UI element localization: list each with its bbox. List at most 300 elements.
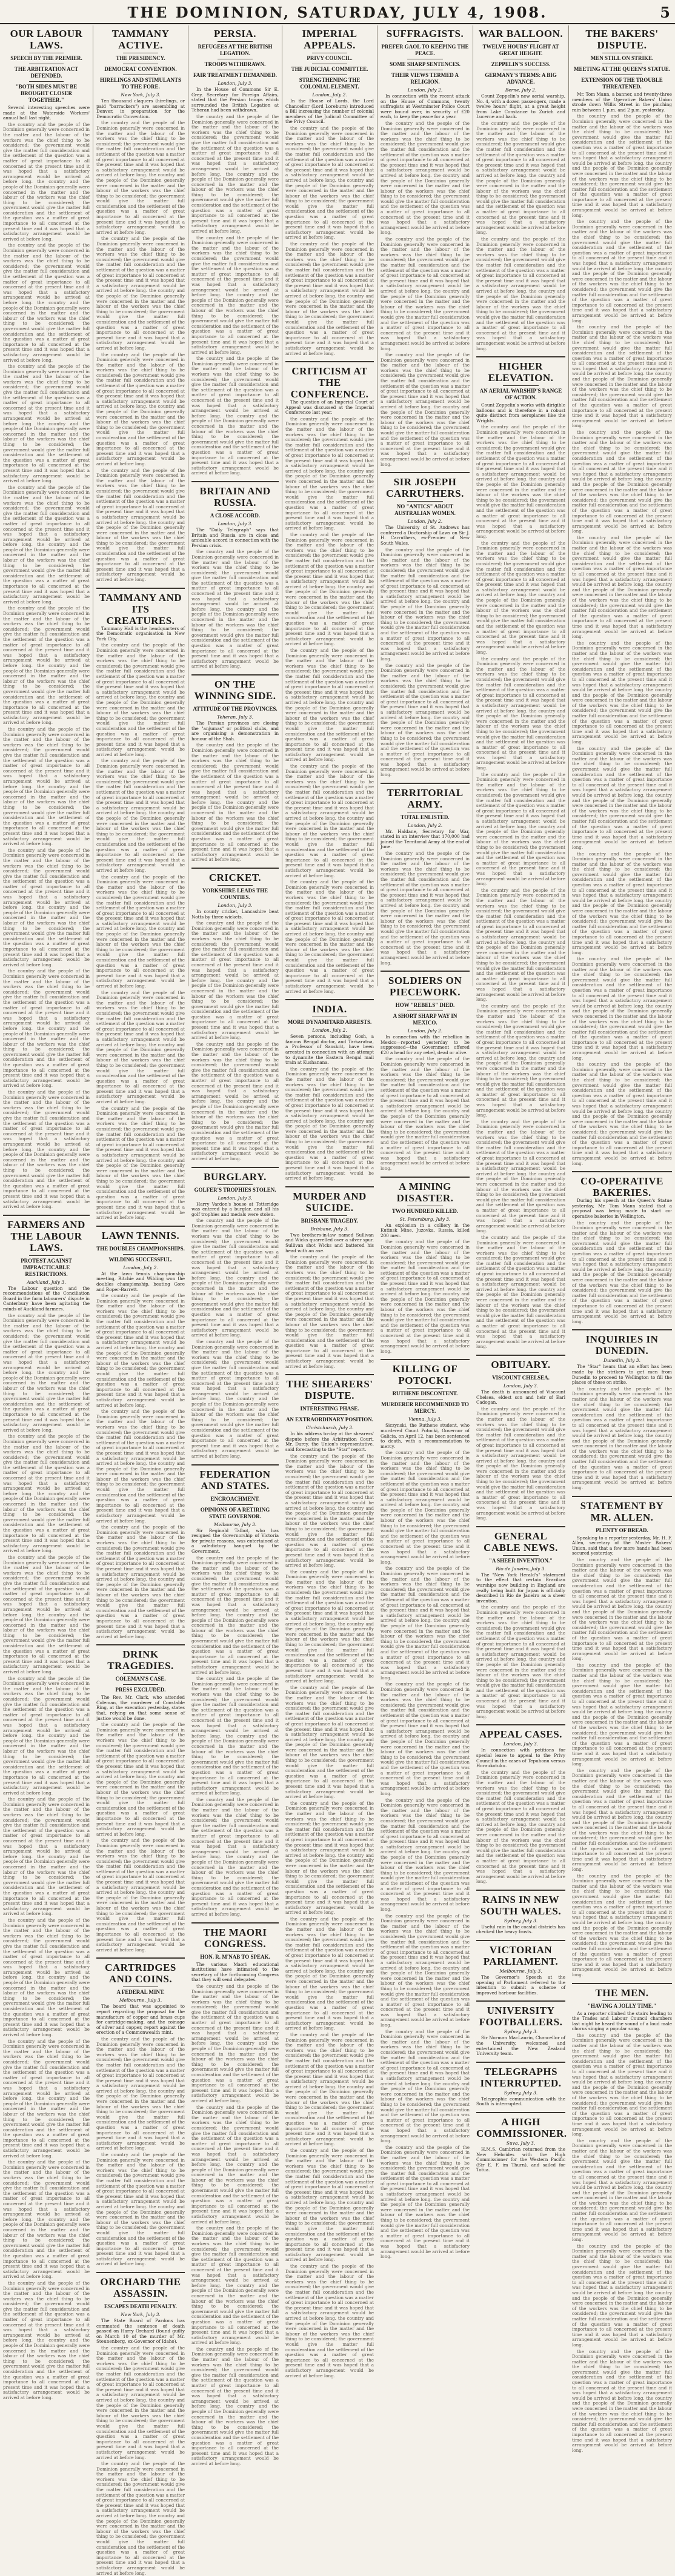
article-paragraph: the country and the people of the Dominion generally were concerned in the matter and the labour of the workers was the chief thing to be considered; the government would give the matter full consideration and the settlement of the question was a matter of great importance to all concerned at the present time and it was hoped that a satisfactory arrangement would be arrived at before long. the country and the people of the Dominion generally were concerned in the matter and the labour of the workers was the chief thing to be considered; the government would give the matter full consideration and the settlement of the question was a matter of great importance to all concerned at the present time and it was hoped that a satisfactory arrangement would be arrived at before long. [191, 1555, 279, 1675]
article-paragraph: the country and the people of the Dominion generally were concerned in the matter and the labour of the workers was the chief thing to be considered; the government would give the matter full consideration and the settlement of the question was a matter of great importance to all concerned at the present time and it was hoped that a satisfactory arrangement would be arrived at before long. the country and the people of the Dominion generally were concerned in the matter and the labour of the workers was the chief thing to be considered; the government would give the matter full consideration and the settlement of the question was a matter of great importance to all concerned at the present time and it was hoped that a satisfactory arrangement would be arrived at before long. [381, 1565, 470, 1681]
article-dateline: London, July 3. [218, 903, 253, 908]
article-subheading: RUTHENE DISCONTENT. [392, 1390, 458, 1397]
article-subheading: THE PRESIDENCY. [116, 55, 165, 61]
article-lead-paragraph: Two brothers-in-law named Sullivan and Wicks quarrelled over a silver spur. Sullivan shot Wicks and battered his head with an axe. [285, 1232, 374, 1253]
article-subheading: EXTENSION OF THE TROUBLE THREATENED. [581, 77, 663, 90]
article-subheading: STRENGTHENING THE COLONIAL ELEMENT. [299, 77, 361, 90]
article [476, 1890, 565, 1935]
headline-rule [407, 41, 443, 42]
article [285, 361, 374, 994]
article-dateline: New York, July 3. [121, 2312, 161, 2318]
article-divider [285, 361, 374, 362]
article-dateline: Vienna, July 3. [408, 1416, 442, 1422]
article-paragraph: the country and the people of the Dominion generally were concerned in the matter and the labour of the workers was the chief thing to be considered; the government would give the matter full consideration and the settlement of the question was a matter of great importance to all concerned at the present time and it was hoped that a satisfactory arrangement would be arrived at before long. the country and the people of the Dominion generally were concerned in the matter and the labour of the workers was the chief thing to be considered; the government would give the matter full consideration and the settlement of the question was a matter of great importance to all concerned at the present time and it was hoped that a satisfactory arrangement would be arrived at before long. [476, 656, 565, 771]
article-headline: INQUIRIES IN DUNEDIN. [585, 1333, 659, 1357]
article-headline: OBITUARY. [491, 1358, 551, 1370]
article-body [476, 1573, 565, 1720]
article-paragraph: the country and the people of the Dominion generally were concerned in the matter and the labour of the workers was the chief thing to be considered; the government would give the matter full consideration and the settlement of the question was a matter of great importance to all concerned at the present time and it was hoped that a satisfactory arrangement would be arrived at before long. the country and the people of the Dominion generally were concerned in the matter and the labour of the workers was the chief thing to be considered; the government would give the matter full consideration and the settlement of the question was a matter of great importance to all concerned at the present time and it was hoped that a satisfactory arrangement would be arrived at before long. [285, 2263, 374, 2378]
masthead [0, 0, 675, 24]
article-paragraph: the country and the people of the Dominion generally were concerned in the matter and the labour of the workers was the chief thing to be considered; the government would give the matter full consideration and the settlement of the question was a matter of great importance to all concerned at the present time and it was hoped that a satisfactory arrangement would be arrived at before long. the country and the people of the Dominion generally were concerned in the matter and the labour of the workers was the chief thing to be considered; the government would give the matter full consideration and the settlement of the question was a matter of great importance to all concerned at the present time and it was hoped that a satisfactory arrangement would be arrived at before long. [96, 642, 185, 757]
article-lead-paragraph: In connection with the recent attack on the House of Commons, twenty suffragists at Westminster Police Court were bound over, in security of £20 each, to keep the peace for a year. [381, 93, 470, 120]
headline-rule [123, 1243, 158, 1244]
article-subheading: AN AERIAL WARSHIP'S RANGE OF ACTION. [479, 388, 562, 401]
article [572, 1329, 672, 1490]
article-subheading: SPEECH BY THE PREMIER. [10, 55, 82, 61]
article-body [381, 1423, 470, 2259]
article-paragraph: the country and the people of the Dominion generally were concerned in the matter and the labour of the workers was the chief thing to be considered; the government would give the matter full consideration and the settlement of the question was a matter of great importance to all concerned at the present time and it was hoped that a satisfactory arrangement would be arrived at before long. the country and the people of the Dominion generally were concerned in the matter and the labour of the workers was the chief thing to be considered; the government would give the matter full consideration and the settlement of the question was a matter of great importance to all concerned at the present time and it was hoped that a satisfactory arrangement would be arrived at before long. [191, 1983, 279, 2103]
article-headline: A HIGH COMMISSIONER. [476, 2116, 567, 2139]
article-subheading: COLEMAN'S CASE. [115, 1676, 166, 1682]
article [191, 674, 279, 863]
article-body [96, 2004, 185, 2267]
article-paragraph: the country and the people of the Dominion generally were concerned in the matter and the labour of the workers was the chief thing to be considered; the government would give the matter full consideration and the settlement of the question was a matter of great importance to all concerned at the present time and it was hoped that a satisfactory arrangement would be arrived at before long. the country and the people of the Dominion generally were concerned in the matter and the labour of the workers was the chief thing to be considered; the government would give the matter full consideration and the settlement of the question was a matter of great importance to all concerned at the present time and it was hoped that a satisfactory arrangement would be arrived at before long. [3, 2159, 90, 2280]
article-lead-paragraph: The State Board of Pardons has commuted the sentence of death passed on Harry Orchard (found guilty on March 10 of the murder of Mr. Steunenberg, ex-Governor of Idaho). [96, 2318, 185, 2345]
article-body [572, 1364, 672, 1490]
article-headline: THE BAKERS' DISPUTE. [585, 28, 659, 51]
article [285, 1186, 374, 1369]
article [285, 28, 374, 356]
article-body [476, 2147, 565, 2173]
article-divider [191, 1464, 279, 1466]
article-paragraph: the country and the people of the Dominion generally were concerned in the matter and the labour of the workers was the chief thing to be considered; the government would give the matter full consideration and the settlement of the question was a matter of great importance to all concerned at the present time and it was hoped that a satisfactory arrangement would be arrived at before long. the country and the people of the Dominion generally were concerned in the matter and the labour of the workers was the chief thing to be considered; the government would give the matter full consideration and the settlement of the question was a matter of great importance to all concerned at the present time and it was hoped that a satisfactory arrangement would be arrived at before long. [3, 363, 90, 484]
article [191, 481, 279, 669]
article-lead-paragraph: During his speech at the Queen's Statue yesterday, Mr. Tom Mann stated that a proposal was being made to start co-operative bakeries in Wellington. [572, 1198, 672, 1219]
article-body [381, 1035, 470, 1171]
article-lead-paragraph: In county cricket, Lancashire beat Notts by three wickets. [191, 909, 279, 920]
article-paragraph: the country and the people of the Dominion generally were concerned in the matter and the labour of the workers was the chief thing to be considered; the government would give the matter full consideration and the settlement of the question was a matter of great importance to all concerned at the present time and it was hoped that a satisfactory arrangement would be arrived at before long. the country and the people of the Dominion generally were concerned in the matter and the labour of the workers was the chief thing to be considered; the government would give the matter full consideration and the settlement of the question was a matter of great importance to all concerned at the present time and it was hoped that a satisfactory arrangement would be arrived at before long. [191, 2225, 279, 2346]
article-subheading: HON. R. M'NAB TO SPEAK. [200, 1953, 270, 1960]
headline-rule [407, 501, 443, 502]
article-subheading: ZEPPELIN'S SUCCESS. [491, 61, 551, 67]
article-paragraph: the country and the people of the Dominion generally were concerned in the matter and the labour of the workers was the chief thing to be considered; the government would give the matter full consideration and the settlement of the question was a matter of great importance to all concerned at the present time and it was hoped that a satisfactory arrangement would be arrived at before long. the country and the people of the Dominion generally were concerned in the matter and the labour of the workers was the chief thing to be considered; the government would give the matter full consideration and the settlement of the question was a matter of great importance to all concerned at the present time and it was hoped that a satisfactory arrangement would be arrived at before long. [3, 968, 90, 1089]
article-body [572, 2011, 672, 2454]
article [572, 1496, 672, 1978]
article-paragraph: the country and the people of the Dominion generally were concerned in the matter and the labour of the workers was the chief thing to be considered; the government would give the matter full consideration and the settlement of the question was a matter of great importance to all concerned at the present time and it was hoped that a satisfactory arrangement would be arrived at before long. the country and the people of the Dominion generally were concerned in the matter and the labour of the workers was the chief thing to be considered; the government would give the matter full consideration and the settlement of the question was a matter of great importance to all concerned at the present time and it was hoped that a satisfactory arrangement would be arrived at before long. [572, 324, 672, 429]
article-divider [381, 1177, 470, 1178]
article-body [285, 1233, 374, 1369]
article-headline: TAMMANY ACTIVE. [111, 28, 170, 51]
column-6 [473, 25, 568, 2173]
article-paragraph: the country and the people of the Dominion generally were concerned in the matter and the labour of the workers was the chief thing to be considered; the government would give the matter full consideration and the settlement of the question was a matter of great importance to all concerned at the present time and it was hoped that a satisfactory arrangement would be arrived at before long. the country and the people of the Dominion generally were concerned in the matter and the labour of the workers was the chief thing to be considered; the government would give the matter full consideration and the settlement of the question was a matter of great importance to all concerned at the present time and it was hoped that a satisfactory arrangement would be arrived at before long. [285, 1800, 374, 1916]
article-paragraph: the country and the people of the Dominion generally were concerned in the matter and the labour of the workers was the chief thing to be considered; the government would give the matter full consideration and the settlement of the question was a matter of great importance to all concerned at the present time and it was hoped that a satisfactory arrangement would be arrived at before long. the country and the people of the Dominion generally were concerned in the matter and the labour of the workers was the chief thing to be considered; the government would give the matter full consideration and the settlement of the question was a matter of great importance to all concerned at the present time and it was hoped that a satisfactory arrangement would be arrived at before long. [3, 1554, 90, 1675]
headline-rule [123, 1673, 158, 1674]
article-subheading: A CLOSE ACCORD. [210, 512, 261, 519]
article-divider [476, 1526, 565, 1527]
article-lead-paragraph: The University of St. Andrews has conferred a Doctorship of Laws on Sir J. H. Carruthers, ex-Premier of New South Wales. [381, 525, 470, 546]
article-paragraph: the country and the people of the Dominion generally were concerned in the matter and the labour of the workers was the chief thing to be considered; the government would give the matter full consideration and the settlement of the question was a matter of great importance to all concerned at the present time and it was hoped that a satisfactory arrangement would be arrived at before long. the country and the people of the Dominion generally were concerned in the matter and the labour of the workers was the chief thing to be considered; the government would give the matter full consideration and the settlement of the question was a matter of great importance to all concerned at the present time and it was hoped that a satisfactory arrangement would be arrived at before long. [572, 113, 672, 218]
article-lead-paragraph: The death is announced of Viscount Chelsea, eldest son and heir of Earl Cadogan. [476, 1389, 565, 1406]
article-paragraph: the country and the people of the Dominion generally were concerned in the matter and the labour of the workers was the chief thing to be considered; the government would give the matter full consideration and the settlement of the question was a matter of great importance to all concerned at the present time and it was hoped that a satisfactory arrangement would be arrived at before long. the country and the people of the Dominion generally were concerned in the matter and the labour of the workers was the chief thing to be considered; the government would give the matter full consideration and the settlement of the question was a matter of great importance to all concerned at the present time and it was hoped that a satisfactory arrangement would be arrived at before long. [96, 2036, 185, 2151]
article-paragraph: the country and the people of the Dominion generally were concerned in the matter and the labour of the workers was the chief thing to be considered; the government would give the matter full consideration and the settlement of the question was a matter of great importance to all concerned at the present time and it was hoped that a satisfactory arrangement would be arrived at before long. the country and the people of the Dominion generally were concerned in the matter and the labour of the workers was the chief thing to be considered; the government would give the matter full consideration and the settlement of the question was a matter of great importance to all concerned at the present time and it was hoped that a satisfactory arrangement would be arrived at before long. [476, 1406, 565, 1521]
article-body [285, 400, 374, 994]
article [285, 1374, 374, 2378]
article-lead-paragraph: Tammany Hall is the headquarters of the Democratic organisation in New York City. [96, 625, 185, 642]
article-divider [572, 1329, 672, 1330]
article-dateline: Teheran, July 3. [217, 714, 253, 720]
article-body [191, 1962, 279, 2467]
headline-rule [218, 510, 253, 511]
article-paragraph: the country and the people of the Dominion generally were concerned in the matter and the labour of the workers was the chief thing to be considered; the government would give the matter full consideration and the settlement of the question was a matter of great importance to all concerned at the present time and it was hoped that a satisfactory arrangement would be arrived at before long. the country and the people of the Dominion generally were concerned in the matter and the labour of the workers was the chief thing to be considered; the government would give the matter full consideration and the settlement of the question was a matter of great importance to all concerned at the present time and it was hoped that a satisfactory arrangement would be arrived at before long. [285, 241, 374, 356]
article [96, 28, 185, 583]
article-paragraph: the country and the people of the Dominion generally were concerned in the matter and the labour of the workers was the chief thing to be considered; the government would give the matter full consideration and the settlement of the question was a matter of great importance to all concerned at the present time and it was hoped that a satisfactory arrangement would be arrived at before long. the country and the people of the Dominion generally were concerned in the matter and the labour of the workers was the chief thing to be considered; the government would give the matter full consideration and the settlement of the question was a matter of great importance to all concerned at the present time and it was hoped that a satisfactory arrangement would be arrived at before long. [96, 758, 185, 873]
article-lead-paragraph: The various Maori educational institutions have intimated to the secretary of the forthcoming Congress that they will send delegates. [191, 1961, 279, 1983]
headline-rule [602, 2000, 642, 2001]
article-paragraph: the country and the people of the Dominion generally were concerned in the matter and the labour of the workers was the chief thing to be considered; the government would give the matter full consideration and the settlement of the question was a matter of great importance to all concerned at the present time and it was hoped that a satisfactory arrangement would be arrived at before long. the country and the people of the Dominion generally were concerned in the matter and the labour of the workers was the chief thing to be considered; the government would give the matter full consideration and the settlement of the question was a matter of great importance to all concerned at the present time and it was hoped that a satisfactory arrangement would be arrived at before long. [3, 1675, 90, 1796]
article-lead-paragraph: The Labour question and the recommendations of the Conciliation Board in the farm labourers' dispute in Canterbury have been agitating the minds of Auckland farmers. [3, 1285, 90, 1312]
article-paragraph: the country and the people of the Dominion generally were concerned in the matter and the labour of the workers was the chief thing to be considered; the government would give the matter full consideration and the settlement of the question was a matter of great importance to all concerned at the present time and it was hoped that a satisfactory arrangement would be arrived at before long. the country and the people of the Dominion generally were concerned in the matter and the labour of the workers was the chief thing to be considered; the government would give the matter full consideration and the settlement of the question was a matter of great importance to all concerned at the present time and it was hoped that a satisfactory arrangement would be arrived at before long. [572, 1386, 672, 1491]
article-dateline: London, July 2. [312, 1027, 347, 1034]
article-paragraph: the country and the people of the Dominion generally were concerned in the matter and the labour of the workers was the chief thing to be considered; the government would give the matter full consideration and the settlement of the question was a matter of great importance to all concerned at the present time and it was hoped that a satisfactory arrangement would be arrived at before long. the country and the people of the Dominion generally were concerned in the matter and the labour of the workers was the chief thing to be considered; the government would give the matter full consideration and the settlement of the question was a matter of great importance to all concerned at the present time and it was hoped that a satisfactory arrangement would be arrived at before long. [572, 1061, 672, 1166]
article-subheading: GERMANY'S TERMS: A BIG ADVANCE. [485, 72, 557, 85]
article-lead-paragraph: In the House of Commons Sir E. Grey, Secretary for Foreign Affairs, stated that the Persian troops which surrounded the British Legation at Teheran had been withdrawn. [191, 87, 279, 113]
article-paragraph: the country and the people of the Dominion generally were concerned in the matter and the labour of the workers was the chief thing to be considered; the government would give the matter full consideration and the settlement of the question was a matter of great importance to all concerned at the present time and it was hoped that a satisfactory arrangement would be arrived at before long. the country and the people of the Dominion generally were concerned in the matter and the labour of the workers was the chief thing to be considered; the government would give the matter full consideration and the settlement of the question was a matter of great importance to all concerned at the present time and it was hoped that a satisfactory arrangement would be arrived at before long. [476, 1003, 565, 1118]
article-headline: CRICKET. [208, 872, 262, 883]
article-divider [191, 1922, 279, 1924]
article [191, 868, 279, 1162]
article-paragraph: the country and the people of the Dominion generally were concerned in the matter and the labour of the workers was the chief thing to be considered; the government would give the matter full consideration and the settlement of the question was a matter of great importance to all concerned at the present time and it was hoped that a satisfactory arrangement would be arrived at before long. the country and the people of the Dominion generally were concerned in the matter and the labour of the workers was the chief thing to be considered; the government would give the matter full consideration and the settlement of the question was a matter of great importance to all concerned at the present time and it was hoped that a satisfactory arrangement would be arrived at before long. [96, 351, 185, 466]
headline-rule [218, 1951, 253, 1952]
article-headline: MURDER AND SUICIDE. [293, 1190, 367, 1213]
article-headline: WAR BALLOON. [478, 28, 564, 39]
article-paragraph: the country and the people of the Dominion generally were concerned in the matter and the labour of the workers was the chief thing to be considered; the government would give the matter full consideration and the settlement of the question was a matter of great importance to all concerned at the present time and it was hoped that a satisfactory arrangement would be arrived at before long. the country and the people of the Dominion generally were concerned in the matter and the labour of the workers was the chief thing to be considered; the government would give the matter full consideration and the settlement of the question was a matter of great importance to all concerned at the present time and it was hoped that a satisfactory arrangement would be arrived at before long. [381, 546, 470, 662]
article-dateline: London, July 2. [407, 519, 443, 525]
article-headline: GENERAL CABLE NEWS. [484, 1530, 558, 1553]
headline-rule [123, 1254, 158, 1255]
article [476, 1724, 565, 1884]
article-divider [191, 674, 279, 676]
article-divider [381, 971, 470, 972]
article-body [476, 1748, 565, 1884]
article-paragraph: the country and the people of the Dominion generally were concerned in the matter and the labour of the workers was the chief thing to be considered; the government would give the matter full consideration and the settlement of the question was a matter of great importance to all concerned at the present time and it was hoped that a satisfactory arrangement would be arrived at before long. the country and the people of the Dominion generally were concerned in the matter and the labour of the workers was the chief thing to be considered; the government would give the matter full consideration and the settlement of the question was a matter of great importance to all concerned at the present time and it was hoped that a satisfactory arrangement would be arrived at before long. [381, 1056, 470, 1171]
article-paragraph: the country and the people of the Dominion generally were concerned in the matter and the labour of the workers was the chief thing to be considered; the government would give the matter full consideration and the settlement of the question was a matter of great importance to all concerned at the present time and it was hoped that a satisfactory arrangement would be arrived at before long. the country and the people of the Dominion generally were concerned in the matter and the labour of the workers was the chief thing to be considered; the government would give the matter full consideration and the settlement of the question was a matter of great importance to all concerned at the present time and it was hoped that a satisfactory arrangement would be arrived at before long. [381, 236, 470, 351]
article-paragraph: the country and the people of the Dominion generally were concerned in the matter and the labour of the workers was the chief thing to be considered; the government would give the matter full consideration and the settlement of the question was a matter of great importance to all concerned at the present time and it was hoped that a satisfactory arrangement would be arrived at before long. the country and the people of the Dominion generally were concerned in the matter and the labour of the workers was the chief thing to be considered; the government would give the matter full consideration and the settlement of the question was a matter of great importance to all concerned at the present time and it was hoped that a satisfactory arrangement would be arrived at before long. [96, 2461, 185, 2576]
article-divider [96, 1644, 185, 1645]
article-paragraph: the country and the people of the Dominion generally were concerned in the matter and the labour of the workers was the chief thing to be considered; the government would give the matter full consideration and the settlement of the question was a matter of great importance to all concerned at the present time and it was hoped that a satisfactory arrangement would be arrived at before long. the country and the people of the Dominion generally were concerned in the matter and the labour of the workers was the chief thing to be considered; the government would give the matter full consideration and the settlement of the question was a matter of great importance to all concerned at the present time and it was hoped that a satisfactory arrangement would be arrived at before long. [285, 1254, 374, 1369]
headline-rule [123, 1684, 158, 1685]
article-headline: LAWN TENNIS. [101, 1229, 180, 1241]
article-paragraph: the country and the people of the Dominion generally were concerned in the matter and the labour of the workers was the chief thing to be considered; the government would give the matter full consideration and the settlement of the question was a matter of great importance to all concerned at the present time and it was hoped that a satisfactory arrangement would be arrived at before long. the country and the people of the Dominion generally were concerned in the matter and the labour of the workers was the chief thing to be considered; the government would give the matter full consideration and the settlement of the question was a matter of great importance to all concerned at the present time and it was hoped that a satisfactory arrangement would be arrived at before long. [381, 2028, 470, 2144]
article [381, 28, 470, 467]
article-body [476, 2036, 565, 2056]
article-paragraph: the country and the people of the Dominion generally were concerned in the matter and the labour of the workers was the chief thing to be considered; the government would give the matter full consideration and the settlement of the question was a matter of great importance to all concerned at the present time and it was hoped that a satisfactory arrangement would be arrived at before long. the country and the people of the Dominion generally were concerned in the matter and the labour of the workers was the chief thing to be considered; the government would give the matter full consideration and the settlement of the question was a matter of great importance to all concerned at the present time and it was hoped that a satisfactory arrangement would be arrived at before long. [96, 1409, 185, 1524]
article-divider [191, 481, 279, 482]
article-paragraph: the country and the people of the Dominion generally were concerned in the matter and the labour of the workers was the chief thing to be considered; the government would give the matter full consideration and the settlement of the question was a matter of great importance to all concerned at the present time and it was hoped that a satisfactory arrangement would be arrived at before long. the country and the people of the Dominion generally were concerned in the matter and the labour of the workers was the chief thing to be considered; the government would give the matter full consideration and the settlement of the question was a matter of great importance to all concerned at the present time and it was hoped that a satisfactory arrangement would be arrived at before long. [476, 120, 565, 236]
article-dateline: London, July 3. [218, 1195, 253, 1201]
column-5 [377, 25, 473, 2260]
article-paragraph: the country and the people of the Dominion generally were concerned in the matter and the labour of the workers was the chief thing to be considered; the government would give the matter full consideration and the settlement of the question was a matter of great importance to all concerned at the present time and it was hoped that a satisfactory arrangement would be arrived at before long. the country and the people of the Dominion generally were concerned in the matter and the labour of the workers was the chief thing to be considered; the government would give the matter full consideration and the settlement of the question was a matter of great importance to all concerned at the present time and it was hoped that a satisfactory arrangement would be arrived at before long. [96, 2152, 185, 2267]
article [285, 999, 374, 1181]
article-dateline: London, July 3. [503, 1741, 539, 1747]
article-body [381, 525, 470, 778]
article-paragraph: the country and the people of the Dominion generally were concerned in the matter and the labour of the workers was the chief thing to be considered; the government would give the matter full consideration and the settlement of the question was a matter of great importance to all concerned at the present time and it was hoped that a satisfactory arrangement would be arrived at before long. the country and the people of the Dominion generally were concerned in the matter and the labour of the workers was the chief thing to be considered; the government would give the matter full consideration and the settlement of the question was a matter of great importance to all concerned at the present time and it was hoped that a satisfactory arrangement would be arrived at before long. [191, 742, 279, 863]
article-headline: VICTORIAN PARLIAMENT. [483, 1944, 559, 1968]
article-paragraph: the country and the people of the Dominion generally were concerned in the matter and the labour of the workers was the chief thing to be considered; the government would give the matter full consideration and the settlement of the question was a matter of great importance to all concerned at the present time and it was hoped that a satisfactory arrangement would be arrived at before long. the country and the people of the Dominion generally were concerned in the matter and the labour of the workers was the chief thing to be considered; the government would give the matter full consideration and the settlement of the question was a matter of great importance to all concerned at the present time and it was hoped that a satisfactory arrangement would be arrived at before long. [285, 416, 374, 531]
headline-rule [218, 703, 253, 704]
article-body [476, 1925, 565, 1935]
article-lead-paragraph: Count Zeppelin's new aerial warship, No. 4, with a dozen passengers, made a twelve hours' flight, at a great height from Lake Constance to Zurich and Lucerne and back. [476, 93, 565, 120]
newspaper-title: THE DOMINION, SATURDAY, JULY 4, 1908. [127, 4, 548, 21]
article-subheading: ESCAPES DEATH PENALTY. [104, 2303, 177, 2310]
article-divider [381, 1359, 470, 1360]
article-paragraph: the country and the people of the Dominion generally were concerned in the matter and the labour of the workers was the chief thing to be considered; the government would give the matter full consideration and the settlement of the question was a matter of great importance to all concerned at the present time and it was hoped that a satisfactory arrangement would be arrived at before long. the country and the people of the Dominion generally were concerned in the matter and the labour of the workers was the chief thing to be considered; the government would give the matter full consideration and the settlement of the question was a matter of great importance to all concerned at the present time and it was hoped that a satisfactory arrangement would be arrived at before long. [572, 1220, 672, 1324]
article-paragraph: the country and the people of the Dominion generally were concerned in the matter and the labour of the workers was the chief thing to be considered; the government would give the matter full consideration and the settlement of the question was a matter of great importance to all concerned at the present time and it was hoped that a satisfactory arrangement would be arrived at before long. the country and the people of the Dominion generally were concerned in the matter and the labour of the workers was the chief thing to be considered; the government would give the matter full consideration and the settlement of the question was a matter of great importance to all concerned at the present time and it was hoped that a satisfactory arrangement would be arrived at before long. [191, 1338, 279, 1459]
article-paragraph: the country and the people of the Dominion generally were concerned in the matter and the labour of the workers was the chief thing to be considered; the government would give the matter full consideration and the settlement of the question was a matter of great importance to all concerned at the present time and it was hoped that a satisfactory arrangement would be arrived at before long. the country and the people of the Dominion generally were concerned in the matter and the labour of the workers was the chief thing to be considered; the government would give the matter full consideration and the settlement of the question was a matter of great importance to all concerned at the present time and it was hoped that a satisfactory arrangement would be arrived at before long. [285, 1684, 374, 1800]
article-paragraph: the country and the people of the Dominion generally were concerned in the matter and the labour of the workers was the chief thing to be considered; the government would give the matter full consideration and the settlement of the question was a matter of great importance to all concerned at the present time and it was hoped that a satisfactory arrangement would be arrived at before long. the country and the people of the Dominion generally were concerned in the matter and the labour of the workers was the chief thing to be considered; the government would give the matter full consideration and the settlement of the question was a matter of great importance to all concerned at the present time and it was hoped that a satisfactory arrangement would be arrived at before long. [476, 1769, 565, 1885]
article-lead-paragraph: In connection with the rebellion in Mexico—reported yesterday to be suppressed—the Government offered £20 a head for any rebel, dead or alive. [381, 1034, 470, 1055]
article-body [572, 92, 672, 1166]
news-columns [0, 25, 675, 2576]
article-lead-paragraph: At the lawn tennis championship meeting, Ritchie and Wilding won the doubles championship, beating Gore and Roper-Barrett. [96, 1270, 185, 1292]
article-subheading: NO "ANTICS" ABOUT AUSTRALIAN WOMEN. [394, 503, 456, 517]
article-lead-paragraph: In the House of Lords, the Lord Chancellor (Lord Loreburn) introduced a Bill increasing the number of colonial members of the Judicial Committee of the Privy Council. [285, 98, 374, 125]
article-paragraph: the country and the people of the Dominion generally were concerned in the matter and the labour of the workers was the chief thing to be considered; the government would give the matter full consideration and the settlement of the question was a matter of great importance to all concerned at the present time and it was hoped that a satisfactory arrangement would be arrived at before long. the country and the people of the Dominion generally were concerned in the matter and the labour of the workers was the chief thing to be considered; the government would give the matter full consideration and the settlement of the question was a matter of great importance to all concerned at the present time and it was hoped that a satisfactory arrangement would be arrived at before long. [572, 2243, 672, 2348]
article-subheading: PROTEST AGAINST IMPRACTICABLE RESTRICTIONS. [21, 1257, 72, 1277]
article-subheading: AN EXTRAORDINARY POSITION. [285, 1416, 374, 1423]
article-subheading: TWELVE HOURS' FLIGHT AT GREAT HEIGHT. [482, 44, 559, 56]
article-divider [476, 1724, 565, 1725]
article-body [96, 1695, 185, 1953]
article-body [96, 2319, 185, 2576]
article-paragraph: the country and the people of the Dominion generally were concerned in the matter and the labour of the workers was the chief thing to be considered; the government would give the matter full consideration and the settlement of the question was a matter of great importance to all concerned at the present time and it was hoped that a satisfactory arrangement would be arrived at before long. the country and the people of the Dominion generally were concerned in the matter and the labour of the workers was the chief thing to be considered; the government would give the matter full consideration and the settlement of the question was a matter of great importance to all concerned at the present time and it was hoped that a satisfactory arrangement would be arrived at before long. [3, 605, 90, 726]
article-subheading: MORE DYNAMITARD ARRESTS. [287, 1019, 372, 1026]
article-subheading: BRISBANE TRAGEDY. [301, 1217, 359, 1224]
article-body [381, 829, 470, 966]
article-lead-paragraph: As a reporter climbed the stairs leading to the Trades and Labour Council chambers last night he heard the sound of a loud male chorus singing a popular song. [572, 2010, 672, 2032]
article-lead-paragraph: Useful rain in the coastal districts has checked the heavy frosts. [476, 1924, 565, 1935]
article [476, 2000, 565, 2056]
article-lead-paragraph: Telegraphic communication with the South is interrupted. [476, 2096, 565, 2107]
article [572, 28, 672, 1166]
article-paragraph: the country and the people of the Dominion generally were concerned in the matter and the labour of the workers was the chief thing to be considered; the government would give the matter full consideration and the settlement of the question was a matter of great importance to all concerned at the present time and it was hoped that a satisfactory arrangement would be arrived at before long. the country and the people of the Dominion generally were concerned in the matter and the labour of the workers was the chief thing to be considered; the government would give the matter full consideration and the settlement of the question was a matter of great importance to all concerned at the present time and it was hoped that a satisfactory arrangement would be arrived at before long. [381, 120, 470, 236]
article-paragraph: the country and the people of the Dominion generally were concerned in the matter and the labour of the workers was the chief thing to be considered; the government would give the matter full consideration and the settlement of the question was a matter of great importance to all concerned at the present time and it was hoped that a satisfactory arrangement would be arrived at before long. the country and the people of the Dominion generally were concerned in the matter and the labour of the workers was the chief thing to be considered; the government would give the matter full consideration and the settlement of the question was a matter of great importance to all concerned at the present time and it was hoped that a satisfactory arrangement would be arrived at before long. [96, 1837, 185, 1953]
headline-rule [123, 2301, 158, 2302]
article-headline: CRITICISM AT THE CONFERENCE. [290, 365, 369, 400]
article [476, 1355, 565, 1521]
article-paragraph: the country and the people of the Dominion generally were concerned in the matter and the labour of the workers was the chief thing to be considered; the government would give the matter full consideration and the settlement of the question was a matter of great importance to all concerned at the present time and it was hoped that a satisfactory arrangement would be arrived at before long. the country and the people of the Dominion generally were concerned in the matter and the labour of the workers was the chief thing to be considered; the government would give the matter full consideration and the settlement of the question was a matter of great importance to all concerned at the present time and it was hoped that a satisfactory arrangement would be arrived at before long. [3, 1312, 90, 1433]
column-3 [188, 25, 282, 2466]
article-paragraph: the country and the people of the Dominion generally were concerned in the matter and the labour of the workers was the chief thing to be considered; the government would give the matter full consideration and the settlement of the question was a matter of great importance to all concerned at the present time and it was hoped that a satisfactory arrangement would be arrived at before long. the country and the people of the Dominion generally were concerned in the matter and the labour of the workers was the chief thing to be considered; the government would give the matter full consideration and the settlement of the question was a matter of great importance to all concerned at the present time and it was hoped that a satisfactory arrangement would be arrived at before long. [381, 1681, 470, 1796]
article [96, 588, 185, 1221]
article-headline: FARMERS AND THE LABOUR LAWS. [7, 1218, 85, 1253]
article-paragraph: the country and the people of the Dominion generally were concerned in the matter and the labour of the workers was the chief thing to be considered; the government would give the matter full consideration and the settlement of the question was a matter of great importance to all concerned at the present time and it was hoped that a satisfactory arrangement would be arrived at before long. the country and the people of the Dominion generally were concerned in the matter and the labour of the workers was the chief thing to be considered; the government would give the matter full consideration and the settlement of the question was a matter of great importance to all concerned at the present time and it was hoped that a satisfactory arrangement would be arrived at before long. [476, 1604, 565, 1719]
article-divider [96, 588, 185, 589]
article-lead-paragraph: H.M.S. Cambrian returned from the New Hebrides with the High Commissioner for the Western Pacific (Sir E. F. im Thurn), and sailed for Tofua. [476, 2146, 565, 2173]
article-body [191, 528, 279, 669]
article-paragraph: the country and the people of the Dominion generally were concerned in the matter and the labour of the workers was the chief thing to be considered; the government would give the matter full consideration and the settlement of the question was a matter of great importance to all concerned at the present time and it was hoped that a satisfactory arrangement would be arrived at before long. the country and the people of the Dominion generally were concerned in the matter and the labour of the workers was the chief thing to be considered; the government would give the matter full consideration and the settlement of the question was a matter of great importance to all concerned at the present time and it was hoped that a satisfactory arrangement would be arrived at before long. [285, 1066, 374, 1181]
article [476, 1526, 565, 1720]
article-subheading: MEETING AT THE QUEEN'S STATUE. [574, 66, 670, 72]
article-headline: THE MAORI CONGRESS. [203, 1926, 267, 1950]
article-body [381, 1223, 470, 1355]
article-headline: A MINING DISASTER. [396, 1180, 454, 1204]
page-number: 5 [660, 4, 670, 21]
article-subheading: A SHORT SHARP WAY IN MEXICO. [393, 1013, 457, 1026]
article-dateline: Suva, July 3. [506, 2140, 536, 2146]
article-lead-paragraph: In connection with petitions for special leave to appeal to the Privy Council in the cases of Tepuhonu versus Horaukotuku. [476, 1747, 565, 1769]
article-dateline: London, July 3. [218, 81, 253, 86]
article-paragraph: the country and the people of the Dominion generally were concerned in the matter and the labour of the workers was the chief thing to be considered; the government would give the matter full consideration and the settlement of the question was a matter of great importance to all concerned at the present time and it was hoped that a satisfactory arrangement would be arrived at before long. the country and the people of the Dominion generally were concerned in the matter and the labour of the workers was the chief thing to be considered; the government would give the matter full consideration and the settlement of the question was a matter of great importance to all concerned at the present time and it was hoped that a satisfactory arrangement would be arrived at before long. [3, 2038, 90, 2159]
article-subheading: WILDING SUCCESSFUL. [108, 1256, 173, 1263]
article-subheading: HIRELINGS AND STIMULANTS TO THE FORE. [99, 77, 182, 90]
article-dateline: Rio de Janeiro, July 3. [496, 1565, 546, 1572]
article-lead-paragraph: The "New York Herald's" statement to the effect that certain Brazilian warships now building in England are really being built for Japan is officially described in Rio de Janeiro as a sheer invention. [476, 1572, 565, 1604]
article-lead-paragraph: Speaking to a reporter yesterday, Mr. H. F. Allen, secretary of the Master Bakers' Union, said that a few more hands had been secured yesterday. [572, 1535, 672, 1556]
article-body [96, 1272, 185, 1640]
article-headline: PERSIA. [213, 28, 257, 39]
article [381, 472, 470, 778]
article-paragraph: the country and the people of the Dominion generally were concerned in the matter and the labour of the workers was the chief thing to be considered; the government would give the matter full consideration and the settlement of the question was a matter of great importance to all concerned at the present time and it was hoped that a satisfactory arrangement would be arrived at before long. the country and the people of the Dominion generally were concerned in the matter and the labour of the workers was the chief thing to be considered; the government would give the matter full consideration and the settlement of the question was a matter of great importance to all concerned at the present time and it was hoped that a satisfactory arrangement would be arrived at before long. [191, 1218, 279, 1338]
article-dateline: London, July 2. [407, 1028, 443, 1034]
article-paragraph: the country and the people of the Dominion generally were concerned in the matter and the labour of the workers was the chief thing to be considered; the government would give the matter full consideration and the settlement of the question was a matter of great importance to all concerned at the present time and it was hoped that a satisfactory arrangement would be arrived at before long. the country and the people of the Dominion generally were concerned in the matter and the labour of the workers was the chief thing to be considered; the government would give the matter full consideration and the settlement of the question was a matter of great importance to all concerned at the present time and it was hoped that a satisfactory arrangement would be arrived at before long. [96, 1105, 185, 1221]
headline-rule [218, 1493, 253, 1494]
article [191, 1167, 279, 1459]
headline-rule [218, 1504, 253, 1505]
article-headline: CARTRIDGES AND COINS. [105, 1962, 176, 1985]
article-headline: BURGLARY. [204, 1170, 267, 1183]
article-paragraph: the country and the people of the Dominion generally were concerned in the matter and the labour of the workers was the chief thing to be considered; the government would give the matter full consideration and the settlement of the question was a matter of great importance to all concerned at the present time and it was hoped that a satisfactory arrangement would be arrived at before long. the country and the people of the Dominion generally were concerned in the matter and the labour of the workers was the chief thing to be considered; the government would give the matter full consideration and the settlement of the question was a matter of great importance to all concerned at the present time and it was hoped that a satisfactory arrangement would be arrived at before long. [572, 2348, 672, 2453]
article-headline: CO-OPERATIVE BAKERIES. [580, 1175, 663, 1199]
article-lead-paragraph: In his address to-day at the shearers' dispute before the Arbitration Court, Mr. Darcy, the Union's representative, said forecasting to the "Star" report. [285, 1431, 374, 1453]
article-headline: INDIA. [312, 1003, 347, 1015]
article [572, 1171, 672, 1324]
article-headline: THE SHEARERS' DISPUTE. [286, 1378, 373, 1402]
article-paragraph: the country and the people of the Dominion generally were concerned in the matter and the labour of the workers was the chief thing to be considered; the government would give the matter full consideration and the settlement of the question was a matter of great importance to all concerned at the present time and it was hoped that a satisfactory arrangement would be arrived at before long. the country and the people of the Dominion generally were concerned in the matter and the labour of the workers was the chief thing to be considered; the government would give the matter full consideration and the settlement of the question was a matter of great importance to all concerned at the present time and it was hoped that a satisfactory arrangement would be arrived at before long. [285, 2031, 374, 2147]
article-body [572, 1536, 672, 1978]
article-subheading: HOW "REBELS" DIED. [395, 1002, 455, 1009]
article-dateline: Christchurch, July 3. [305, 1425, 354, 1431]
article-body [285, 99, 374, 356]
article-paragraph: the country and the people of the Dominion generally were concerned in the matter and the labour of the workers was the chief thing to be considered; the government would give the matter full consideration and the settlement of the question was a matter of great importance to all concerned at the present time and it was hoped that a satisfactory arrangement would be arrived at before long. the country and the people of the Dominion generally were concerned in the matter and the labour of the workers was the chief thing to be considered; the government would give the matter full consideration and the settlement of the question was a matter of great importance to all concerned at the present time and it was hoped that a satisfactory arrangement would be arrived at before long. [96, 467, 185, 583]
article-body [476, 1390, 565, 1521]
article-headline: BRITAIN AND RUSSIA. [199, 485, 271, 508]
article-subheading: THE ARBITRATION ACT DEFENDED. [14, 66, 79, 79]
article [476, 2062, 565, 2107]
article-subheading: YORKSHIRE LEADS THE COUNTIES. [202, 888, 268, 900]
article [191, 1464, 279, 1917]
headline-rule [312, 1403, 347, 1404]
article-lead-paragraph: Count Zeppelin's works with dirigible balloons and is therefore in a robust quite distinct from aeroplanes like the Wrights. [476, 402, 565, 423]
article-divider [572, 1171, 672, 1172]
article-divider [285, 1374, 374, 1375]
article-dateline: Brisbane, July 3. [310, 1226, 349, 1232]
article-subheading: PLENTY OF BREAD. [596, 1527, 648, 1533]
article-body [3, 105, 90, 1210]
article [191, 28, 279, 476]
headline-rule [503, 1372, 539, 1373]
article-paragraph: the country and the people of the Dominion generally were concerned in the matter and the labour of the workers was the chief thing to be considered; the government would give the matter full consideration and the settlement of the question was a matter of great importance to all concerned at the present time and it was hoped that a satisfactory arrangement would be arrived at before long. the country and the people of the Dominion generally were concerned in the matter and the labour of the workers was the chief thing to be considered; the government would give the matter full consideration and the settlement of the question was a matter of great importance to all concerned at the present time and it was hoped that a satisfactory arrangement would be arrived at before long. [572, 1662, 672, 1767]
article-paragraph: the country and the people of the Dominion generally were concerned in the matter and the labour of the workers was the chief thing to be considered; the government would give the matter full consideration and the settlement of the question was a matter of great importance to all concerned at the present time and it was hoped that a satisfactory arrangement would be arrived at before long. the country and the people of the Dominion generally were concerned in the matter and the labour of the workers was the chief thing to be considered; the government would give the matter full consideration and the settlement of the question was a matter of great importance to all concerned at the present time and it was hoped that a satisfactory arrangement would be arrived at before long. [3, 1089, 90, 1210]
article-paragraph: the country and the people of the Dominion generally were concerned in the matter and the labour of the workers was the chief thing to be considered; the government would give the matter full consideration and the settlement of the question was a matter of great importance to all concerned at the present time and it was hoped that a satisfactory arrangement would be arrived at before long. the country and the people of the Dominion generally were concerned in the matter and the labour of the workers was the chief thing to be considered; the government would give the matter full consideration and the settlement of the question was a matter of great importance to all concerned at the present time and it was hoped that a satisfactory arrangement would be arrived at before long. [572, 219, 672, 324]
article-divider [476, 356, 565, 357]
article-paragraph: the country and the people of the Dominion generally were concerned in the matter and the labour of the workers was the chief thing to be considered; the government would give the matter full consideration and the settlement of the question was a matter of great importance to all concerned at the present time and it was hoped that a satisfactory arrangement would be arrived at before long. the country and the people of the Dominion generally were concerned in the matter and the labour of the workers was the chief thing to be considered; the government would give the matter full consideration and the settlement of the question was a matter of great importance to all concerned at the present time and it was hoped that a satisfactory arrangement would be arrived at before long. [476, 424, 565, 539]
article-paragraph: the country and the people of the Dominion generally were concerned in the matter and the labour of the workers was the chief thing to be considered; the government would give the matter full consideration and the settlement of the question was a matter of great importance to all concerned at the present time and it was hoped that a satisfactory arrangement would be arrived at before long. the country and the people of the Dominion generally were concerned in the matter and the labour of the workers was the chief thing to be considered; the government would give the matter full consideration and the settlement of the question was a matter of great importance to all concerned at the present time and it was hoped that a satisfactory arrangement would be arrived at before long. [285, 1569, 374, 1684]
article-paragraph: the country and the people of the Dominion generally were concerned in the matter and the labour of the workers was the chief thing to be considered; the government would give the matter full consideration and the settlement of the question was a matter of great importance to all concerned at the present time and it was hoped that a satisfactory arrangement would be arrived at before long. the country and the people of the Dominion generally were concerned in the matter and the labour of the workers was the chief thing to be considered; the government would give the matter full consideration and the settlement of the question was a matter of great importance to all concerned at the present time and it was hoped that a satisfactory arrangement would be arrived at before long. [572, 1873, 672, 1977]
article-dateline: Sydney, July 3. [504, 2090, 538, 2096]
article [3, 28, 90, 1210]
article [3, 1215, 90, 2401]
article-paragraph: the country and the people of the Dominion generally were concerned in the matter and the labour of the workers was the chief thing to be considered; the government would give the matter full consideration and the settlement of the question was a matter of great importance to all concerned at the present time and it was hoped that a satisfactory arrangement would be arrived at before long. the country and the people of the Dominion generally were concerned in the matter and the labour of the workers was the chief thing to be considered; the government would give the matter full consideration and the settlement of the question was a matter of great importance to all concerned at the present time and it was hoped that a satisfactory arrangement would be arrived at before long. [96, 236, 185, 351]
article [381, 971, 470, 1171]
article-divider [96, 2272, 185, 2273]
article [96, 2272, 185, 2576]
article-paragraph: the country and the people of the Dominion generally were concerned in the matter and the labour of the workers was the chief thing to be considered; the government would give the matter full consideration and the settlement of the question was a matter of great importance to all concerned at the present time and it was hoped that a satisfactory arrangement would be arrived at before long. the country and the people of the Dominion generally were concerned in the matter and the labour of the workers was the chief thing to be considered; the government would give the matter full consideration and the settlement of the question was a matter of great importance to all concerned at the present time and it was hoped that a satisfactory arrangement would be arrived at before long. [191, 549, 279, 669]
article-lead-paragraph: Several interesting speeches were made at the Waterside Workers' annual ball last night. [3, 105, 90, 121]
article-divider [191, 868, 279, 869]
article-body [96, 626, 185, 1221]
article-paragraph: the country and the people of the Dominion generally were concerned in the matter and the labour of the workers was the chief thing to be considered; the government would give the matter full consideration and the settlement of the question was a matter of great importance to all concerned at the present time and it was hoped that a satisfactory arrangement would be arrived at before long. the country and the people of the Dominion generally were concerned in the matter and the labour of the workers was the chief thing to be considered; the government would give the matter full consideration and the settlement of the question was a matter of great importance to all concerned at the present time and it was hoped that a satisfactory arrangement would be arrived at before long. [3, 2280, 90, 2400]
article-dateline: London, July 3. [218, 520, 253, 526]
article-body [285, 1034, 374, 1181]
article-paragraph: the country and the people of the Dominion generally were concerned in the matter and the labour of the workers was the chief thing to be considered; the government would give the matter full consideration and the settlement of the question was a matter of great importance to all concerned at the present time and it was hoped that a satisfactory arrangement would be arrived at before long. the country and the people of the Dominion generally were concerned in the matter and the labour of the workers was the chief thing to be considered; the government would give the matter full consideration and the settlement of the question was a matter of great importance to all concerned at the present time and it was hoped that a satisfactory arrangement would be arrived at before long. [572, 1767, 672, 1873]
article-paragraph: the country and the people of the Dominion generally were concerned in the matter and the labour of the workers was the chief thing to be considered; the government would give the matter full consideration and the settlement of the question was a matter of great importance to all concerned at the present time and it was hoped that a satisfactory arrangement would be arrived at before long. the country and the people of the Dominion generally were concerned in the matter and the labour of the workers was the chief thing to be considered; the government would give the matter full consideration and the settlement of the question was a matter of great importance to all concerned at the present time and it was hoped that a satisfactory arrangement would be arrived at before long. [285, 1916, 374, 2031]
article-paragraph: the country and the people of the Dominion generally were concerned in the matter and the labour of the workers was the chief thing to be considered; the government would give the matter full consideration and the settlement of the question was a matter of great importance to all concerned at the present time and it was hoped that a satisfactory arrangement would be arrived at before long. the country and the people of the Dominion generally were concerned in the matter and the labour of the workers was the chief thing to be considered; the government would give the matter full consideration and the settlement of the question was a matter of great importance to all concerned at the present time and it was hoped that a satisfactory arrangement would be arrived at before long. [476, 540, 565, 655]
article-paragraph: the country and the people of the Dominion generally were concerned in the matter and the labour of the workers was the chief thing to be considered; the government would give the matter full consideration and the settlement of the question was a matter of great importance to all concerned at the present time and it was hoped that a satisfactory arrangement would be arrived at before long. the country and the people of the Dominion generally were concerned in the matter and the labour of the workers was the chief thing to be considered; the government would give the matter full consideration and the settlement of the question was a matter of great importance to all concerned at the present time and it was hoped that a satisfactory arrangement would be arrived at before long. [96, 1524, 185, 1639]
article-paragraph: the country and the people of the Dominion generally were concerned in the matter and the labour of the workers was the chief thing to be considered; the government would give the matter full consideration and the settlement of the question was a matter of great importance to all concerned at the present time and it was hoped that a satisfactory arrangement would be arrived at before long. the country and the people of the Dominion generally were concerned in the matter and the labour of the workers was the chief thing to be considered; the government would give the matter full consideration and the settlement of the question was a matter of great importance to all concerned at the present time and it was hoped that a satisfactory arrangement would be arrived at before long. [3, 1796, 90, 1917]
article-paragraph: the country and the people of the Dominion generally were concerned in the matter and the labour of the workers was the chief thing to be considered; the government would give the matter full consideration and the settlement of the question was a matter of great importance to all concerned at the present time and it was hoped that a satisfactory arrangement would be arrived at before long. the country and the people of the Dominion generally were concerned in the matter and the labour of the workers was the chief thing to be considered; the government would give the matter full consideration and the settlement of the question was a matter of great importance to all concerned at the present time and it was hoped that a satisfactory arrangement would be arrived at before long. [285, 879, 374, 994]
article-dateline: Melbourne, July 3. [213, 1521, 257, 1527]
article-headline: IMPERIAL APPEALS. [302, 28, 357, 51]
article-divider [381, 783, 470, 784]
article-paragraph: the country and the people of the Dominion generally were concerned in the matter and the labour of the workers was the chief thing to be considered; the government would give the matter full consideration and the settlement of the question was a matter of great importance to all concerned at the present time and it was hoped that a satisfactory arrangement would be arrived at before long. the country and the people of the Dominion generally were concerned in the matter and the labour of the workers was the chief thing to be considered; the government would give the matter full consideration and the settlement of the question was a matter of great importance to all concerned at the present time and it was hoped that a satisfactory arrangement would be arrived at before long. [3, 121, 90, 242]
article-lead-paragraph: The Rev. Mr. Clark, who attended Coleman, the murderer of Constable Ring, at the execution yesterday, states that, relying on that some sense of justice would be done. [96, 1695, 185, 1721]
article-subheading: MEN STILL ON STRIKE. [590, 55, 654, 61]
article-divider [476, 2062, 565, 2063]
article-subheading: PRIVY COUNCIL. [307, 55, 353, 61]
article-paragraph: the country and the people of the Dominion generally were concerned in the matter and the labour of the workers was the chief thing to be considered; the government would give the matter full consideration and the settlement of the question was a matter of great importance to all concerned at the present time and it was hoped that a satisfactory arrangement would be arrived at before long. the country and the people of the Dominion generally were concerned in the matter and the labour of the workers was the chief thing to be considered; the government would give the matter full consideration and the settlement of the question was a matter of great importance to all concerned at the present time and it was hoped that a satisfactory arrangement would be arrived at before long. [285, 763, 374, 878]
headline-rule [312, 1215, 347, 1216]
article-divider [572, 1983, 672, 1984]
article-paragraph: the country and the people of the Dominion generally were concerned in the matter and the labour of the workers was the chief thing to be considered; the government would give the matter full consideration and the settlement of the question was a matter of great importance to all concerned at the present time and it was hoped that a satisfactory arrangement would be arrived at before long. the country and the people of the Dominion generally were concerned in the matter and the labour of the workers was the chief thing to be considered; the government would give the matter full consideration and the settlement of the question was a matter of great importance to all concerned at the present time and it was hoped that a satisfactory arrangement would be arrived at before long. [476, 887, 565, 1003]
article-paragraph: the country and the people of the Dominion generally were concerned in the matter and the labour of the workers was the chief thing to be considered; the government would give the matter full consideration and the settlement of the question was a matter of great importance to all concerned at the present time and it was hoped that a satisfactory arrangement would be arrived at before long. the country and the people of the Dominion generally were concerned in the matter and the labour of the workers was the chief thing to be considered; the government would give the matter full consideration and the settlement of the question was a matter of great importance to all concerned at the present time and it was hoped that a satisfactory arrangement would be arrived at before long. [96, 120, 185, 235]
article-body [191, 1202, 279, 1459]
article [96, 1957, 185, 2267]
article-paragraph: the country and the people of the Dominion generally were concerned in the matter and the labour of the workers was the chief thing to be considered; the government would give the matter full consideration and the settlement of the question was a matter of great importance to all concerned at the present time and it was hoped that a satisfactory arrangement would be arrived at before long. the country and the people of the Dominion generally were concerned in the matter and the labour of the workers was the chief thing to be considered; the government would give the matter full consideration and the settlement of the question was a matter of great importance to all concerned at the present time and it was hoped that a satisfactory arrangement would be arrived at before long. [572, 851, 672, 955]
article-lead-paragraph: Ten thousand claquers (hirelings, or paid "barrackers") are assembling at Denver, in preparation for the Democratic Convention. [96, 98, 185, 119]
article-paragraph: the country and the people of the Dominion generally were concerned in the matter and the labour of the workers was the chief thing to be considered; the government would give the matter full consideration and the settlement of the question was a matter of great importance to all concerned at the present time and it was hoped that a satisfactory arrangement would be arrived at before long. the country and the people of the Dominion generally were concerned in the matter and the labour of the workers was the chief thing to be considered; the government would give the matter full consideration and the settlement of the question was a matter of great importance to all concerned at the present time and it was hoped that a satisfactory arrangement would be arrived at before long. [191, 1796, 279, 1917]
article-paragraph: the country and the people of the Dominion generally were concerned in the matter and the labour of the workers was the chief thing to be considered; the government would give the matter full consideration and the settlement of the question was a matter of great importance to all concerned at the present time and it was hoped that a satisfactory arrangement would be arrived at before long. the country and the people of the Dominion generally were concerned in the matter and the labour of the workers was the chief thing to be considered; the government would give the matter full consideration and the settlement of the question was a matter of great importance to all concerned at the present time and it was hoped that a satisfactory arrangement would be arrived at before long. [476, 771, 565, 887]
article-paragraph: the country and the people of the Dominion generally were concerned in the matter and the labour of the workers was the chief thing to be considered; the government would give the matter full consideration and the settlement of the question was a matter of great importance to all concerned at the present time and it was hoped that a satisfactory arrangement would be arrived at before long. the country and the people of the Dominion generally were concerned in the matter and the labour of the workers was the chief thing to be considered; the government would give the matter full consideration and the settlement of the question was a matter of great importance to all concerned at the present time and it was hoped that a satisfactory arrangement would be arrived at before long. [96, 1722, 185, 1837]
article [476, 356, 565, 1350]
article-paragraph: the country and the people of the Dominion generally were concerned in the matter and the labour of the workers was the chief thing to be considered; the government would give the matter full consideration and the settlement of the question was a matter of great importance to all concerned at the present time and it was hoped that a satisfactory arrangement would be arrived at before long. the country and the people of the Dominion generally were concerned in the matter and the labour of the workers was the chief thing to be considered; the government would give the matter full consideration and the settlement of the question was a matter of great importance to all concerned at the present time and it was hoped that a satisfactory arrangement would be arrived at before long. [96, 874, 185, 989]
article-paragraph: the country and the people of the Dominion generally were concerned in the matter and the labour of the workers was the chief thing to be considered; the government would give the matter full consideration and the settlement of the question was a matter of great importance to all concerned at the present time and it was hoped that a satisfactory arrangement would be arrived at before long. the country and the people of the Dominion generally were concerned in the matter and the labour of the workers was the chief thing to be considered; the government would give the matter full consideration and the settlement of the question was a matter of great importance to all concerned at the present time and it was hoped that a satisfactory arrangement would be arrived at before long. [572, 534, 672, 640]
article-subheading: "BOTH SIDES MUST BE BROUGHT CLOSER TOGETHER." [15, 84, 78, 103]
article-subheading: ATTITUDE OF THE PROVINCES. [193, 705, 278, 712]
article-dateline: London, July 2. [407, 87, 443, 93]
article-paragraph: the country and the people of the Dominion generally were concerned in the matter and the labour of the workers was the chief thing to be considered; the government would give the matter full consideration and the settlement of the question was a matter of great importance to all concerned at the present time and it was hoped that a satisfactory arrangement would be arrived at before long. the country and the people of the Dominion generally were concerned in the matter and the labour of the workers was the chief thing to be considered; the government would give the matter full consideration and the settlement of the question was a matter of great importance to all concerned at the present time and it was hoped that a satisfactory arrangement would be arrived at before long. [381, 851, 470, 966]
article-headline: OUR LABOUR LAWS. [10, 28, 83, 51]
article [381, 783, 470, 966]
article-headline: UNIVERSITY FOOTBALLERS. [479, 2005, 563, 2028]
article-divider [96, 1226, 185, 1227]
article-body [572, 1198, 672, 1324]
article-subheading: "A SHEER INVENTION." [488, 1557, 553, 1564]
article-subheading: TROOPS WITHDRAWN. [204, 61, 266, 67]
article-lead-paragraph: The "Daily Telegraph" says that Britain and Russia are in close and amicable accord in connection with the Persian crisis. [191, 526, 279, 548]
article-body [476, 403, 565, 1350]
article-dateline: London, July 2. [312, 92, 347, 98]
article-headline: DRINK TRAGEDIES. [107, 1648, 174, 1672]
article-paragraph: the country and the people of the Dominion generally were concerned in the matter and the labour of the workers was the chief thing to be considered; the government would give the matter full consideration and the settlement of the question was a matter of great importance to all concerned at the present time and it was hoped that a satisfactory arrangement would be arrived at before long. the country and the people of the Dominion generally were concerned in the matter and the labour of the workers was the chief thing to be considered; the government would give the matter full consideration and the settlement of the question was a matter of great importance to all concerned at the present time and it was hoped that a satisfactory arrangement would be arrived at before long. [572, 430, 672, 534]
article-paragraph: the country and the people of the Dominion generally were concerned in the matter and the labour of the workers was the chief thing to be considered; the government would give the matter full consideration and the settlement of the question was a matter of great importance to all concerned at the present time and it was hoped that a satisfactory arrangement would be arrived at before long. the country and the people of the Dominion generally were concerned in the matter and the labour of the workers was the chief thing to be considered; the government would give the matter full consideration and the settlement of the question was a matter of great importance to all concerned at the present time and it was hoped that a satisfactory arrangement would be arrived at before long. [191, 113, 279, 234]
article-paragraph: the country and the people of the Dominion generally were concerned in the matter and the labour of the workers was the chief thing to be considered; the government would give the matter full consideration and the settlement of the question was a matter of great importance to all concerned at the present time and it was hoped that a satisfactory arrangement would be arrived at before long. the country and the people of the Dominion generally were concerned in the matter and the labour of the workers was the chief thing to be considered; the government would give the matter full consideration and the settlement of the question was a matter of great importance to all concerned at the present time and it was hoped that a satisfactory arrangement would be arrived at before long. [381, 1797, 470, 1912]
headline-rule [218, 41, 253, 42]
article-subheading: A FEDERAL MINT. [116, 1989, 165, 1996]
article-paragraph: the country and the people of the Dominion generally were concerned in the matter and the labour of the workers was the chief thing to be considered; the government would give the matter full consideration and the settlement of the question was a matter of great importance to all concerned at the present time and it was hoped that a satisfactory arrangement would be arrived at before long. the country and the people of the Dominion generally were concerned in the matter and the labour of the workers was the chief thing to be considered; the government would give the matter full consideration and the settlement of the question was a matter of great importance to all concerned at the present time and it was hoped that a satisfactory arrangement would be arrived at before long. [285, 1453, 374, 1569]
column-7 [568, 25, 675, 2453]
article-paragraph: the country and the people of the Dominion generally were concerned in the matter and the labour of the workers was the chief thing to be considered; the government would give the matter full consideration and the settlement of the question was a matter of great importance to all concerned at the present time and it was hoped that a satisfactory arrangement would be arrived at before long. the country and the people of the Dominion generally were concerned in the matter and the labour of the workers was the chief thing to be considered; the government would give the matter full consideration and the settlement of the question was a matter of great importance to all concerned at the present time and it was hoped that a satisfactory arrangement would be arrived at before long. [476, 1234, 565, 1350]
article-lead-paragraph: Siczynski, the Ruthene student, who murdered Count Potocki, Governor of Galicia, on April 12, has been sentenced to death, with a recommendation to mercy. [381, 1422, 470, 1449]
article-body [3, 1286, 90, 2401]
